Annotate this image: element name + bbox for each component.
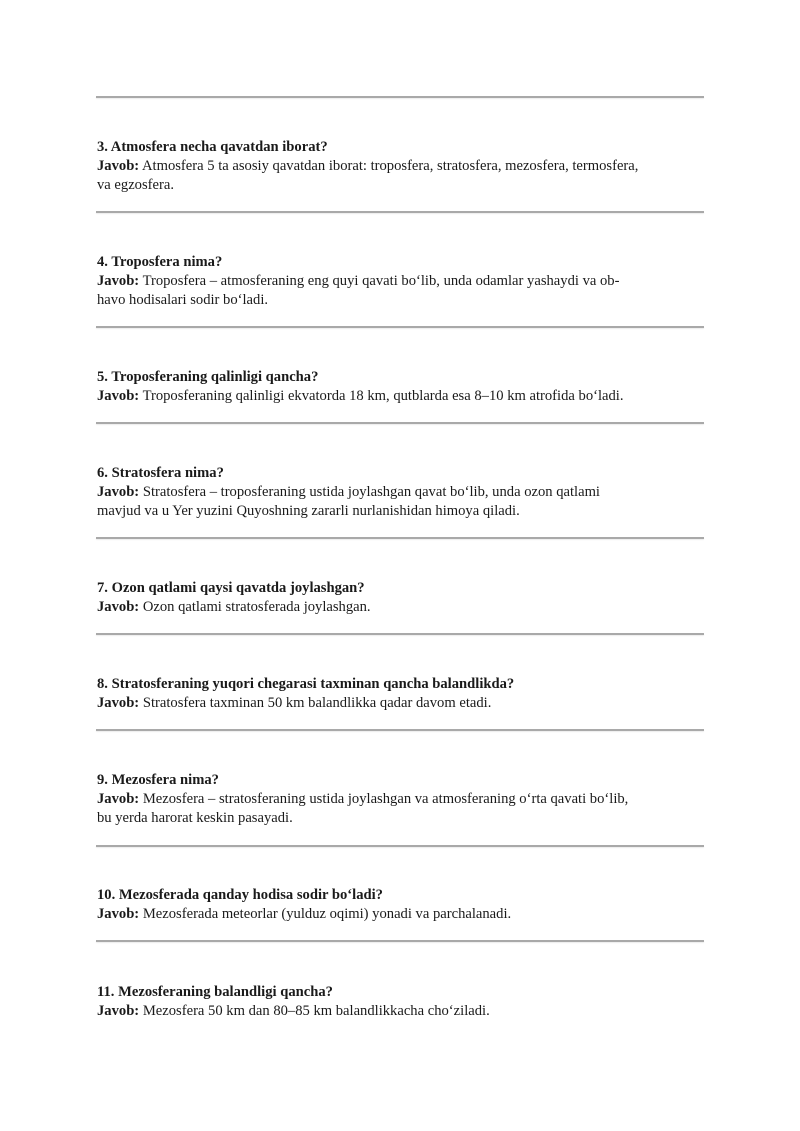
answer-label: Javob: xyxy=(97,906,140,922)
answer-label: Javob: xyxy=(97,695,140,711)
qa-item-4 xyxy=(97,253,701,310)
divider xyxy=(96,422,704,424)
divider xyxy=(96,537,704,539)
answer xyxy=(97,1002,701,1021)
question: 8. Stratosferaning yuqori chegarasi taxminan qancha balandlikda? xyxy=(97,676,515,692)
answer xyxy=(97,598,701,617)
answer xyxy=(97,272,701,291)
question: 3. Atmosfera necha qavatdan iborat? xyxy=(97,139,328,155)
answer-continuation: bu yerda harorat keskin pasayadi. xyxy=(97,810,293,826)
answer-text: Mezosferada meteorlar (yulduz oqimi) yonadi va parchalanadi. xyxy=(142,906,512,922)
answer xyxy=(97,483,701,502)
answer xyxy=(97,387,701,406)
question: 6. Stratosfera nima? xyxy=(97,465,224,481)
divider xyxy=(96,326,704,328)
question: 7. Ozon qatlami qaysi qavatda joylashgan? xyxy=(97,580,365,596)
answer-text: Mezosfera – stratosferaning ustida joylashgan va atmosferaning o‘rta qavati bo‘lib, xyxy=(142,791,629,807)
answer-text: Mezosfera 50 km dan 80–85 km balandlikkacha cho‘ziladi. xyxy=(142,1003,490,1019)
answer-text: Atmosfera 5 ta asosiy qavatdan iborat: troposfera, stratosfera, mezosfera, termosfera, xyxy=(142,158,639,174)
question: 11. Mezosferaning balandligi qancha? xyxy=(97,984,333,1000)
answer-text: Troposfera – atmosferaning eng quyi qavati bo‘lib, unda odamlar yashaydi va ob- xyxy=(142,273,620,289)
answer-text: Ozon qatlami stratosferada joylashgan. xyxy=(142,599,371,615)
answer-label: Javob: xyxy=(97,791,140,807)
qa-item-11 xyxy=(97,983,701,1021)
qa-item-10 xyxy=(97,886,701,924)
question: 5. Troposferaning qalinligi qancha? xyxy=(97,369,319,385)
answer-text: Troposferaning qalinligi ekvatorda 18 km, qutblarda esa 8–10 km atrofida bo‘ladi. xyxy=(142,388,624,404)
question: 9. Mezosfera nima? xyxy=(97,772,219,788)
answer-label: Javob: xyxy=(97,599,140,615)
divider xyxy=(96,729,704,731)
answer xyxy=(97,905,701,924)
qa-item-7 xyxy=(97,579,701,617)
qa-item-3 xyxy=(97,138,701,195)
answer-continuation: va egzosfera. xyxy=(97,177,174,193)
question: 10. Mezosferada qanday hodisa sodir bo‘ladi? xyxy=(97,887,383,903)
divider xyxy=(96,845,704,847)
answer-text: Stratosfera taxminan 50 km balandlikka qadar davom etadi. xyxy=(142,695,492,711)
answer-label: Javob: xyxy=(97,273,140,289)
answer-label: Javob: xyxy=(97,388,140,404)
divider xyxy=(96,940,704,942)
answer-text: Stratosfera – troposferaning ustida joylashgan qavat bo‘lib, unda ozon qatlami xyxy=(142,484,600,500)
answer-label: Javob: xyxy=(97,158,140,174)
answer xyxy=(97,790,701,809)
qa-item-8 xyxy=(97,675,701,713)
qa-item-9 xyxy=(97,771,701,828)
answer-continuation: mavjud va u Yer yuzini Quyoshning zararli nurlanishidan himoya qiladi. xyxy=(97,503,520,519)
answer xyxy=(97,694,701,713)
qa-item-5 xyxy=(97,368,701,406)
answer-label: Javob: xyxy=(97,1003,140,1019)
answer xyxy=(97,157,701,176)
answer-continuation: havo hodisalari sodir bo‘ladi. xyxy=(97,292,269,308)
divider xyxy=(96,96,704,98)
divider xyxy=(96,211,704,213)
divider xyxy=(96,633,704,635)
question: 4. Troposfera nima? xyxy=(97,254,223,270)
qa-item-6 xyxy=(97,464,701,521)
answer-label: Javob: xyxy=(97,484,140,500)
